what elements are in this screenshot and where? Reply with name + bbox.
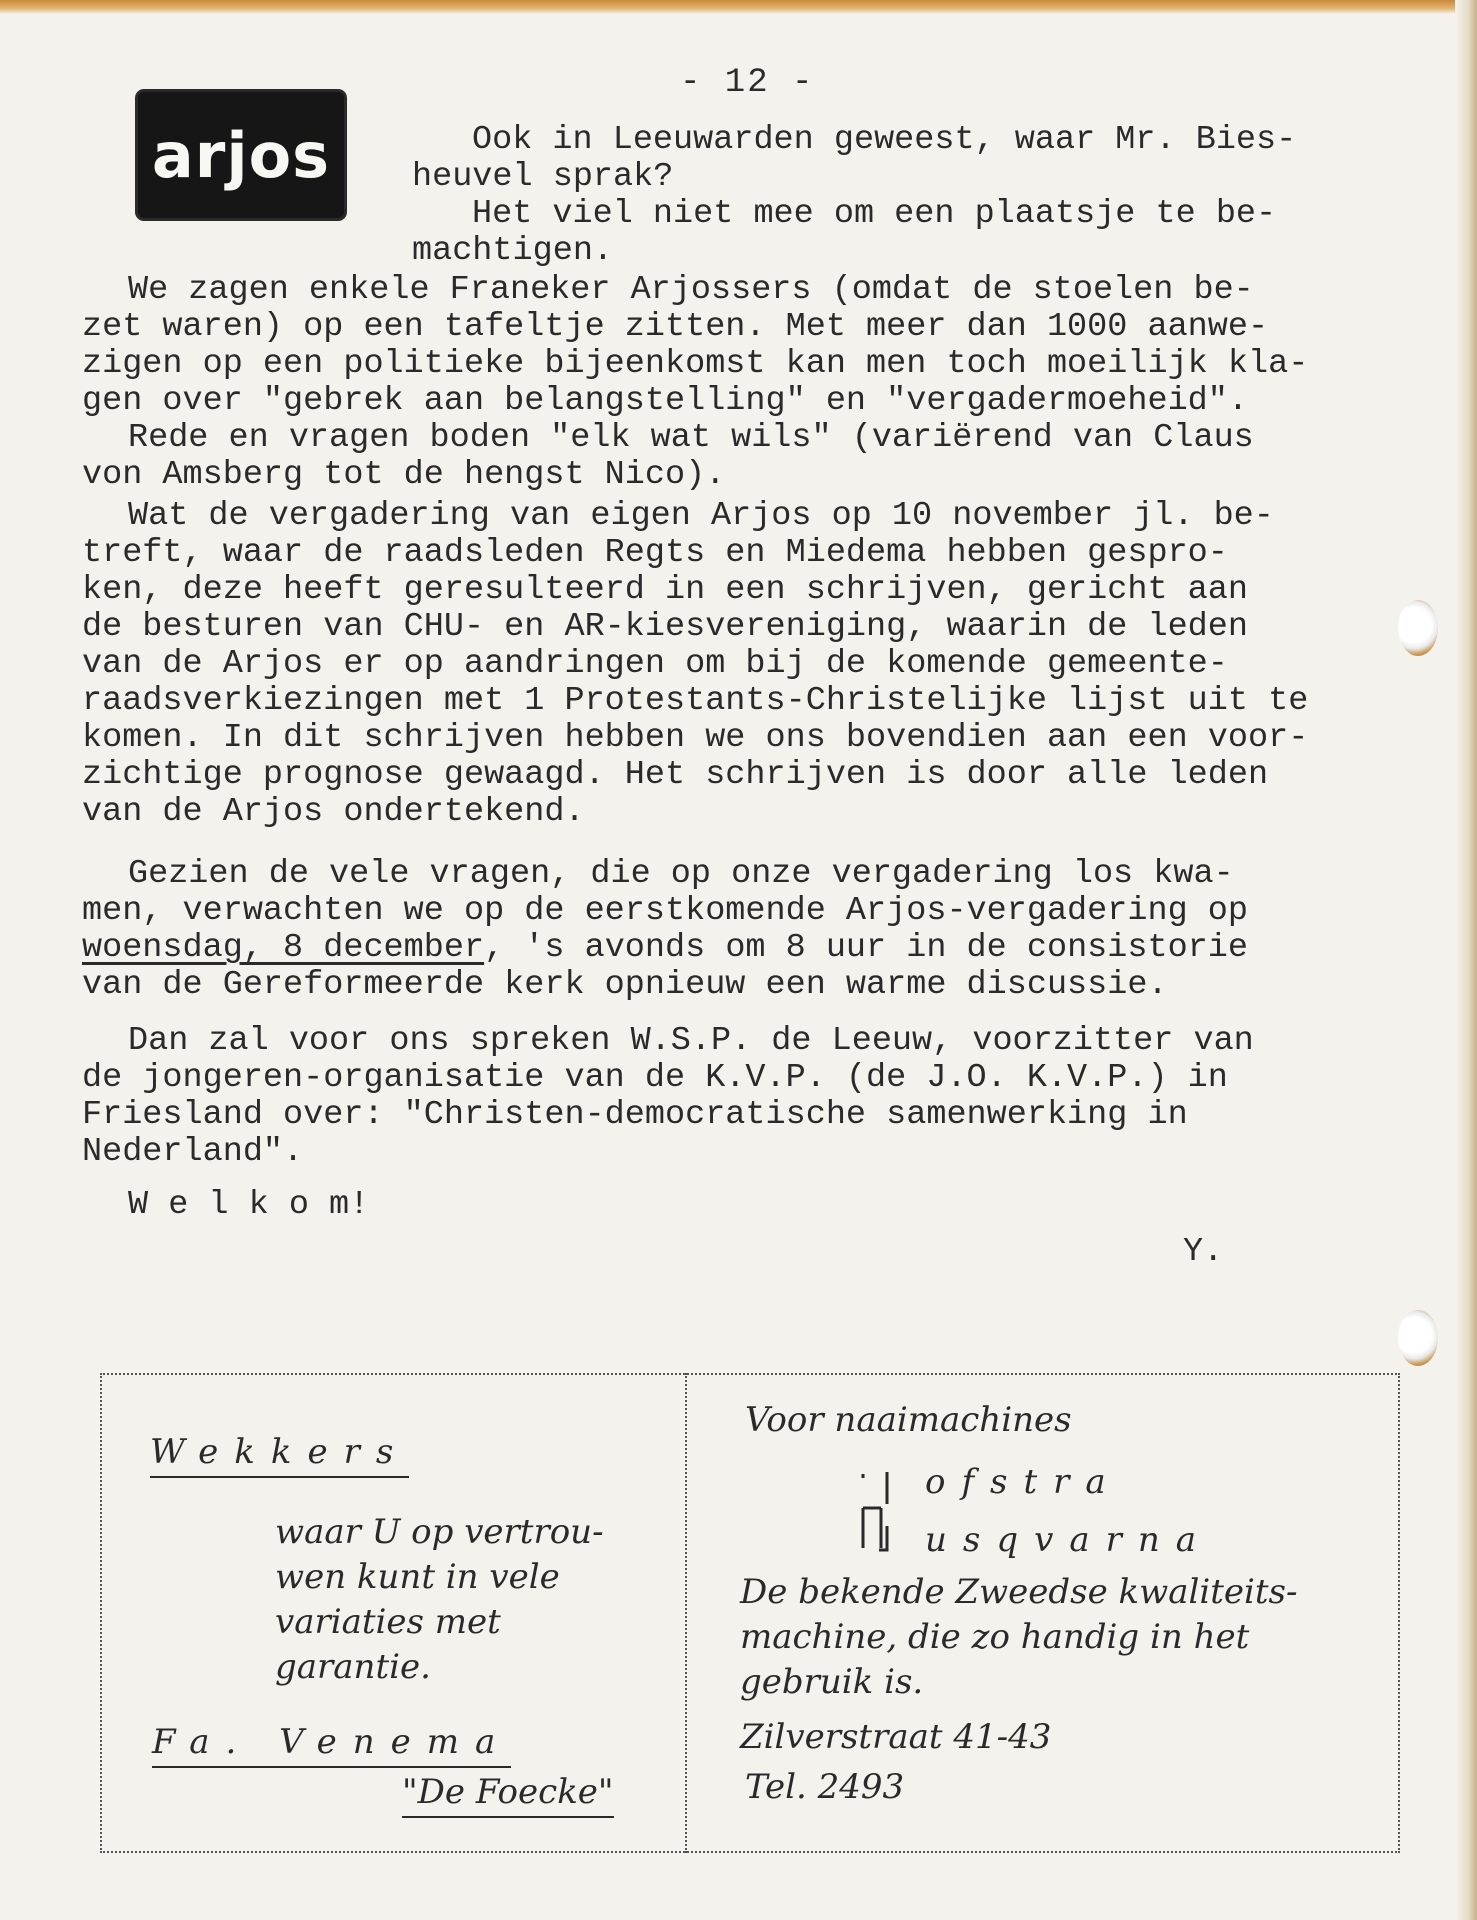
text-line: komen. In dit schrijven hebben we ons bovendien aan een voor- xyxy=(82,719,1309,757)
page-right-edge xyxy=(1455,0,1477,1920)
punch-hole xyxy=(1398,600,1438,656)
text-line: von Amsberg tot de hengst Nico). xyxy=(82,456,726,494)
text-line: ken, deze heeft geresulteerd in een schrijven, gericht aan xyxy=(82,571,1248,609)
ad-brand-hofstra: ofstra xyxy=(925,1462,1122,1502)
hq-monogram-icon xyxy=(857,1468,897,1552)
ad-naaimachines-phone: Tel. 2493 xyxy=(745,1767,905,1807)
text-line xyxy=(82,930,1248,967)
ad-naaimachines-intro: Voor naaimachines xyxy=(745,1400,1072,1440)
text-line: We zagen enkele Franeker Arjossers (omdat de stoelen be- xyxy=(128,271,1254,309)
text-line: de besturen van CHU- en AR-kiesvereniging, waarin de leden xyxy=(82,608,1248,646)
text-line: Wat de vergadering van eigen Arjos op 10 november jl. be- xyxy=(128,497,1274,535)
text-line: Gezien de vele vragen, die op onze vergadering los kwa- xyxy=(128,855,1234,893)
text-line: van de Arjos ondertekend. xyxy=(82,793,585,831)
welcome-text: W e l k o m! xyxy=(128,1186,370,1224)
text-line: Nederland". xyxy=(82,1133,304,1171)
text-line: Het viel niet mee om een plaatsje te be- xyxy=(472,195,1277,233)
ad-wekkers-line: wen kunt in vele xyxy=(275,1557,560,1597)
ad-naaimachines-address: Zilverstraat 41-43 xyxy=(740,1717,1052,1757)
ad-wekkers-company: Fa. Venema xyxy=(152,1722,511,1768)
text-line: de jongeren-organisatie van de K.V.P. (de J.O. K.V.P.) in xyxy=(82,1059,1228,1097)
text-line: machtigen. xyxy=(412,232,614,270)
text-line: van de Arjos er op aandringen om bij de komende gemeente- xyxy=(82,645,1228,683)
ad-wekkers-line: variaties met xyxy=(275,1602,501,1642)
text-line: Dan zal voor ons spreken W.S.P. de Leeuw, voorzitter van xyxy=(128,1022,1254,1060)
text-line: raadsverkiezingen met 1 Protestants-Christelijke lijst uit te xyxy=(82,682,1309,720)
arjos-logo xyxy=(138,92,344,218)
text-line: zigen op een politieke bijeenkomst kan men toch moeilijk kla- xyxy=(82,345,1309,383)
ad-wekkers-heading: Wekkers xyxy=(150,1432,409,1478)
ad-naaimachines-line: De bekende Zweedse kwaliteits- xyxy=(740,1572,1298,1612)
ad-wekkers-line: waar U op vertrou- xyxy=(275,1512,604,1552)
text-line: Friesland over: "Christen-democratische samenwerking in xyxy=(82,1096,1188,1134)
text-line: men, verwachten we op de eerstkomende Arjos-vergadering op xyxy=(82,892,1248,930)
text-line: van de Gereformeerde kerk opnieuw een warme discussie. xyxy=(82,966,1168,1004)
ad-brand-husqvarna: usqvarna xyxy=(925,1520,1213,1560)
ad-wekkers-line: garantie. xyxy=(275,1647,431,1687)
ad-wekkers-shop: "De Foecke" xyxy=(402,1772,614,1818)
text-line: heuvel sprak? xyxy=(412,158,674,196)
advertisement-divider xyxy=(685,1373,687,1853)
signature-initial: Y. xyxy=(1183,1233,1224,1271)
page-number: - 12 - xyxy=(680,64,815,102)
page-top-edge xyxy=(0,0,1477,14)
meeting-time-place: , 's avonds om 8 uur in de consistorie xyxy=(484,929,1249,967)
text-line: Ook in Leeuwarden geweest, waar Mr. Bies- xyxy=(472,121,1297,159)
logo-text: arjos xyxy=(151,118,331,192)
text-line: treft, waar de raadsleden Regts en Miedema hebben gespro- xyxy=(82,534,1228,572)
ad-naaimachines-line: machine, die zo handig in het xyxy=(740,1617,1250,1657)
meeting-date: woensdag, 8 december xyxy=(82,929,485,967)
text-line: gen over "gebrek aan belangstelling" en "vergadermoeheid". xyxy=(82,382,1248,420)
text-line: zet waren) op een tafeltje zitten. Met meer dan 1000 aanwe- xyxy=(82,308,1269,346)
text-line: Rede en vragen boden "elk wat wils" (variërend van Claus xyxy=(128,419,1254,457)
punch-hole xyxy=(1398,1310,1438,1366)
text-line: zichtige prognose gewaagd. Het schrijven is door alle leden xyxy=(82,756,1269,794)
ad-naaimachines-line: gebruik is. xyxy=(740,1662,924,1702)
